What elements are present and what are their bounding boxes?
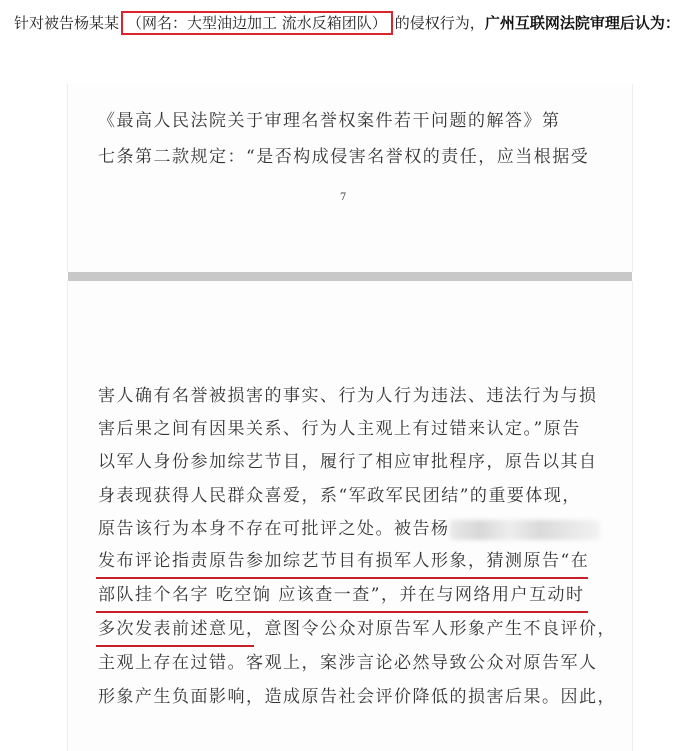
redacted-name [450,520,600,540]
page-divider [68,272,632,281]
red-underline [96,577,588,579]
intro-suffix: 的侵权行为， [394,14,485,32]
doc-line: 形象产生负面影响，造成原告社会评价降低的损害后果。因此， [98,687,616,707]
doc-line: 发布评论指责原告参加综艺节目有损军人形象，猜测原告“在 [98,551,590,571]
doc-line: 害人确有名誉被损害的事实、行为人行为违法、违法行为与损 [98,386,598,406]
doc-line: 害后果之间有因果关系、行为人主观上有过错来认定。”原告 [98,419,581,439]
doc-line: 多次发表前述意见，意图令公众对原告军人形象产生不良评价， [98,619,616,639]
document-page-top [68,84,632,272]
doc-line: 原告该行为本身不存在可批评之处。被告杨 [98,519,450,539]
red-underline [96,645,254,647]
court-statement: 广州互联网法院审理后认为： [484,14,680,32]
doc-line: 以军人身份参加综艺节目，履行了相应审批程序，原告以其自 [98,452,598,472]
red-underline [96,611,588,613]
document-image [0,84,700,745]
intro-prefix: 针对被告杨某某 [14,14,120,32]
intro-paragraph [14,8,694,38]
doc-line: 部队挂个名字 吃空饷 应该查一查”，并在与网络用户互动时 [98,585,585,605]
doc-line: 《最高人民法院关于审理名誉权案件若干问题的解答》第 [98,111,561,131]
document-page-bottom [68,281,632,751]
page-number: 7 [340,192,347,203]
defendant-nickname-box: （网名：大型油边加工 流水反箱团队） [121,11,393,35]
doc-line: 主观上存在过错。客观上，案涉言论必然导致公众对原告军人 [98,653,598,673]
doc-line-with-redaction [98,517,600,541]
doc-line: 七条第二款规定：“是否构成侵害名誉权的责任，应当根据受 [98,147,590,167]
doc-line: 身表现获得人民群众喜爱，系“军政军民团结”的重要体现， [98,486,581,506]
